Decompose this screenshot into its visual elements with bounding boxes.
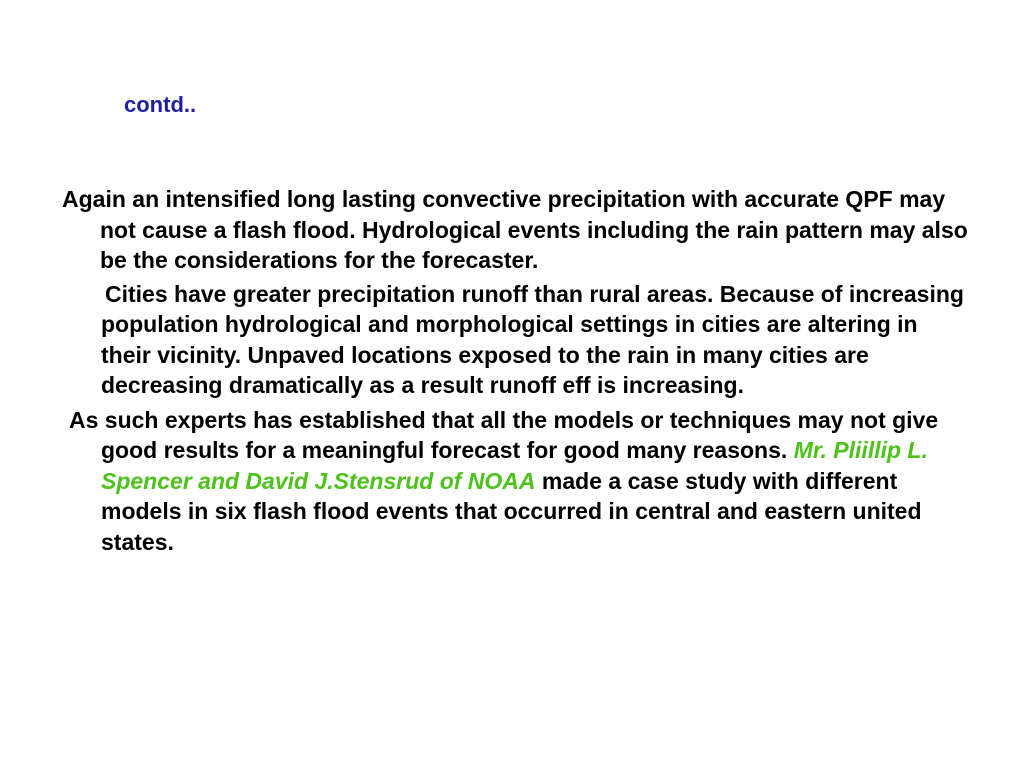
paragraph-experts [62,405,972,558]
noaa-authors-highlight: Mr. Pliillip L. Spencer and David J.Stensrud of NOAA [101,437,928,494]
paragraph-experts-text-end: made a case study with different models in six flash flood events that occurred in central and eastern united states. [101,467,922,555]
paragraph-experts-text-start: As such experts has established that all the models or techniques may not give good results for a meaningful forecast for good many reasons. [69,406,939,463]
slide-heading: contd.. [124,92,197,117]
paragraph-qpf: Again an intensified long lasting convective precipitation with accurate QPF may not cause a flash flood. Hydrological events including the rain pattern may also be the considerations for the forecaster. [62,186,968,273]
paragraph-cities-runoff: Cities have greater precipitation runoff than rural areas. Because of increasing population hydrological and morphological settings in cities are altering in their vicinity. Unpaved locations exposed to the rain in many cities are decreasing dramatically as a result runoff eff is increasing. [101,280,964,398]
slide-body [62,184,972,557]
